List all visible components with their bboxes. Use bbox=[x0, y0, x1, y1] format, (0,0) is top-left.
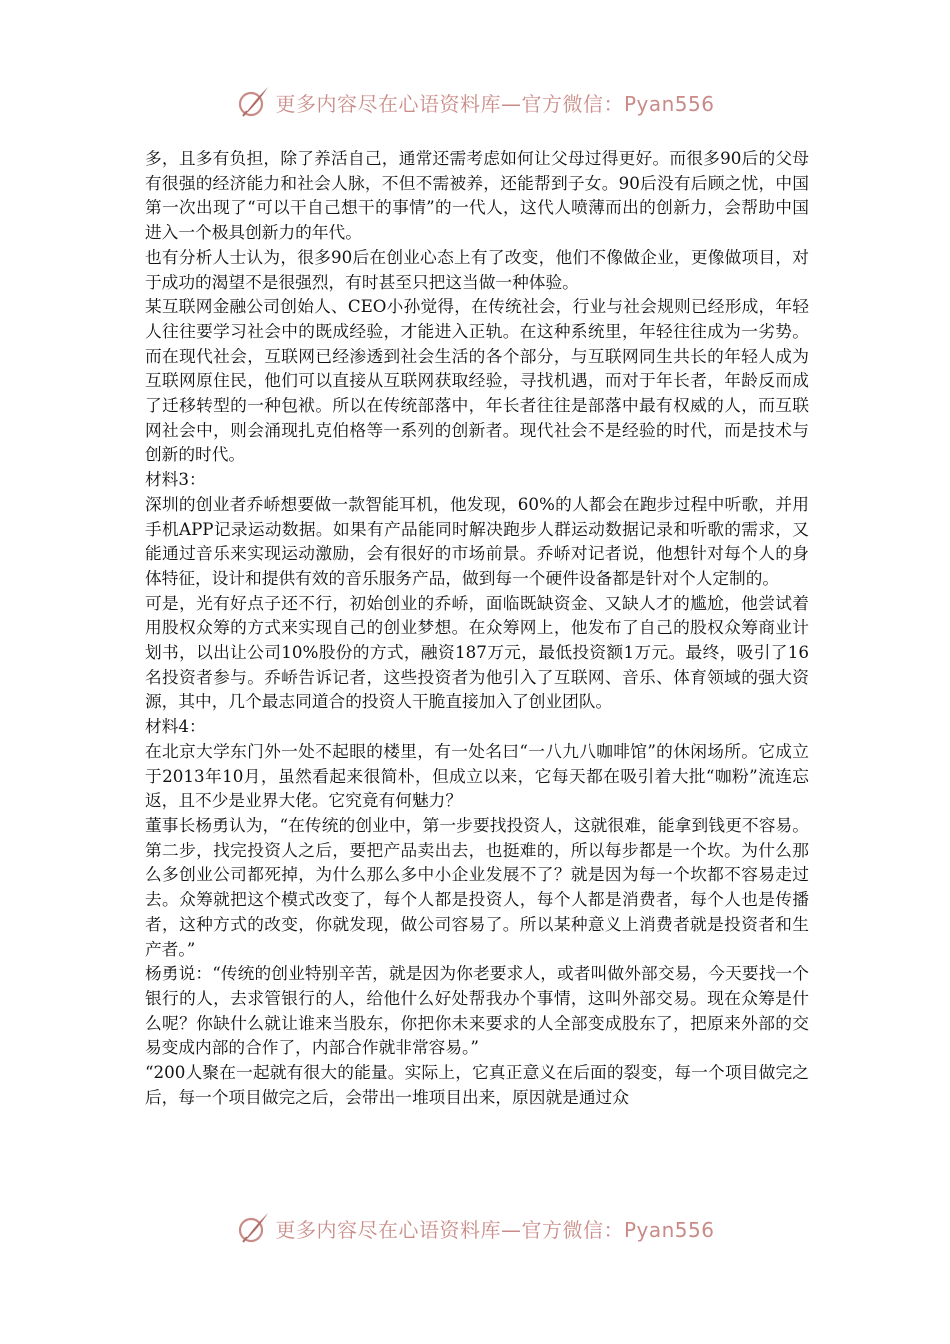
paragraph: 深圳的创业者乔峤想要做一款智能耳机，他发现，60%的人都会在跑步过程中听歌，并用手机APP记录运动数据。如果有产品能同时解决跑步人群运动数据记录和听歌的需求，又能通过音乐来实现运动激励，会有很好的市场前景。乔峤对记者说，他想针对每个人的身体特征，设计和提供有效的音乐服务产品，做到每一个硬件设备都是针对个人定制的。 bbox=[145, 493, 809, 588]
paragraph: 多，且多有负担，除了养活自己，通常还需考虑如何让父母过得更好。而很多90后的父母有很强的经济能力和社会人脉，不但不需被养，还能帮到子女。90后没有后顾之忧，中国第一次出现了“可以干自己想干的事情”的一代人，这代人喷薄而出的创新力，会帮助中国进入一个极具创新力的年代。 bbox=[145, 148, 809, 243]
quill-pen-icon bbox=[235, 1210, 271, 1246]
paragraph: “200人聚在一起就有很大的能量。实际上，它真正意义在后面的裂变，每一个项目做完之后，每一个项目做完之后，会带出一堆项目出来，原因就是通过众 bbox=[145, 1062, 809, 1107]
quill-pen-icon bbox=[235, 84, 271, 120]
document-body bbox=[145, 146, 809, 1109]
paragraph: 董事长杨勇认为，“在传统的创业中，第一步要找投资人，这就很难，能拿到钱更不容易。第二步，找完投资人之后，要把产品卖出去，也挺难的，所以每步都是一个坎。为什么那么多创业公司都死掉，为什么那么多中小企业发展不了？就是因为每一个坎都不容易走过去。众筹就把这个模式改变了，每个人都是投资人，每个人都是消费者，每个人也是传播者，这种方式的改变，你就发现，做公司容易了。所以某种意义上消费者就是投资者和生产者。” bbox=[145, 814, 809, 959]
paragraph: 可是，光有好点子还不行，初始创业的乔峤，面临既缺资金、又缺人才的尴尬，他尝试着用股权众筹的方式来实现自己的创业梦想。在众筹网上，他发布了自己的股权众筹商业计划书，以出让公司10%股份的方式，融资187万元，最低投资额1万元。最终，吸引了16名投资者参与。乔峤告诉记者，这些投资者为他引入了互联网、音乐、体育领域的强大资源，其中，几个最志同道合的投资人干脆直接加入了创业团队。 bbox=[145, 592, 809, 712]
paragraph: 也有分析人士认为，很多90后在创业心态上有了改变，他们不像做企业，更像做项目，对于成功的渴望不是很强烈，有时甚至只把这当做一种体验。 bbox=[145, 246, 809, 292]
paragraph: 某互联网金融公司创始人、CEO小孙觉得，在传统社会，行业与社会规则已经形成，年轻人往往要学习社会中的既成经验，才能进入正轨。在这种系统里，年轻往往成为一劣势。而在现代社会，互联网已经渗透到社会生活的各个部分，与互联网同生共长的年轻人成为互联网原住民，他们可以直接从互联网获取经验，寻找机遇，而对于年长者，年龄反而成了迁移转型的一种包袱。所以在传统部落中，年长者往往是部落中最有权威的人，而互联网社会中，则会涌现扎克伯格等一系列的创新者。现代社会不是经验的时代，而是技术与创新的时代。 bbox=[145, 296, 809, 465]
paragraph: 杨勇说：“传统的创业特别辛苦，就是因为你老要求人，或者叫做外部交易，今天要找一个银行的人，去求管银行的人，给他什么好处帮我办个事情，这叫外部交易。现在众筹是什么呢？你缺什么就让谁来当股东，你把你未来要求的人全部变成股东了，把原来外部的交易变成内部的合作了，内部合作就非常容易。” bbox=[145, 963, 809, 1058]
section-heading: 材料4： bbox=[145, 716, 206, 737]
paragraph: 在北京大学东门外一处不起眼的楼里，有一处名曰“一八九八咖啡馆”的休闲场所。它成立于2013年10月，虽然看起来很简朴，但成立以来，它每天都在吸引着大批“咖粉”流连忘返，且不少是业界大佬。它究竟有何魅力？ bbox=[145, 740, 809, 811]
header-banner bbox=[0, 82, 950, 122]
banner-text: 更多内容尽在心语资料库—官方微信：Pyan556 bbox=[275, 1217, 715, 1242]
section-heading: 材料3： bbox=[145, 469, 206, 490]
footer-banner bbox=[0, 1208, 950, 1248]
banner-text: 更多内容尽在心语资料库—官方微信：Pyan556 bbox=[275, 91, 715, 116]
